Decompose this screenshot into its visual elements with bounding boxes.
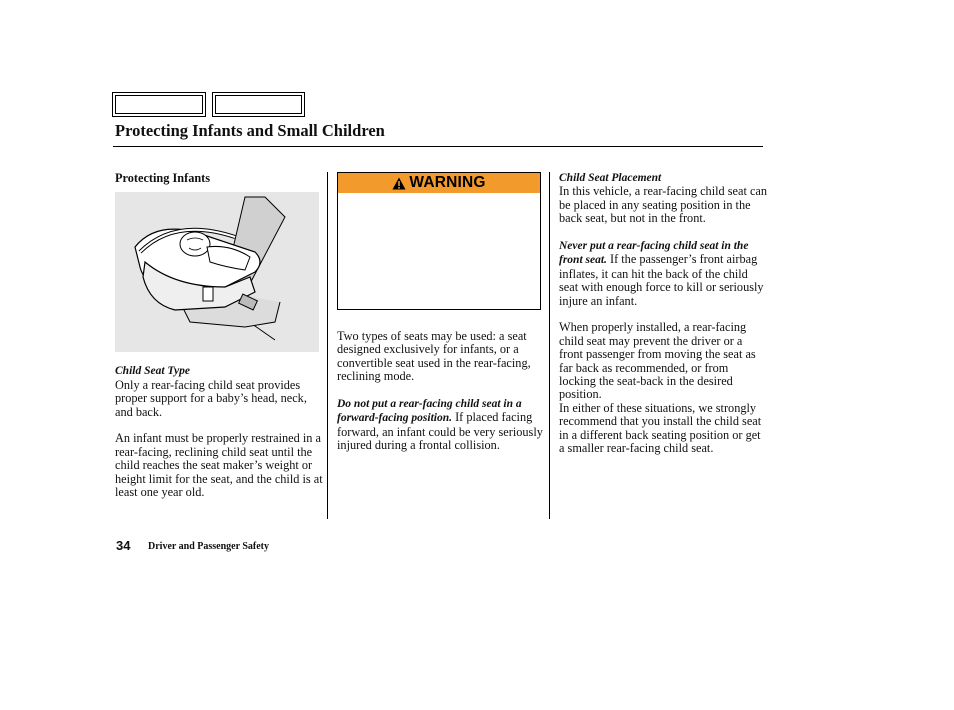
warning-banner — [338, 173, 540, 193]
section-heading: Protecting Infants — [115, 171, 211, 185]
column-1 — [115, 172, 323, 499]
paragraph-text: If the passenger’s front airbag inflates, it can hit the back of the child seat with enough force to kill or seriously injure an infant. — [559, 252, 764, 308]
page-title: Protecting Infants and Small Children — [115, 121, 385, 140]
warning-box — [337, 172, 541, 310]
paragraph — [337, 397, 543, 453]
column-divider — [549, 172, 550, 519]
paragraph: An infant must be properly restrained in a rear-facing, reclining child seat until the child reaches the seat maker’s weight or height limit for the seat, and the child is at least one year old. — [115, 431, 323, 500]
title-divider — [113, 146, 763, 147]
warning-label: WARNING — [409, 174, 486, 192]
subheading-child-seat-type: Child Seat Type — [115, 365, 190, 378]
emphasis: Do not put a rear-facing child seat in a forward-facing position. — [337, 398, 522, 425]
paragraph: Only a rear-facing child seat provides proper support for a baby’s head, neck, and back. — [115, 377, 307, 419]
infant-seat-drawing — [115, 192, 319, 352]
warning-triangle-icon — [392, 177, 406, 190]
paragraph: Two types of seats may be used: a seat designed exclusively for infants, or a convertible seat used in the rear-facing, reclining mode. — [337, 329, 531, 384]
header-tab-2 — [212, 92, 305, 117]
paragraph: When properly installed, a rear-facing child seat may prevent the driver or a front passenger from moving the seat as far back as recommended, or from locking the seat-back in the desired position. — [559, 320, 756, 402]
emphasis: Never put a rear-facing child seat in the front seat. — [559, 240, 749, 267]
paragraph-text: If placed facing forward, an infant could be very seriously injured during a frontal collision. — [337, 410, 543, 453]
footer-section-title: Driver and Passenger Safety — [148, 541, 270, 552]
page-number: 34 — [116, 538, 131, 553]
infant-seat-illustration — [115, 192, 319, 352]
subheading-child-seat-placement: Child Seat Placement — [559, 172, 662, 184]
header-tab-1 — [112, 92, 206, 117]
paragraph: In this vehicle, a rear-facing child seat can be placed in any seating position in the back seat, but not in the front. — [559, 184, 768, 226]
column-divider — [327, 172, 328, 519]
column-3 — [559, 172, 767, 456]
paragraph — [559, 239, 767, 308]
paragraph: In either of these situations, we strongly recommend that you install the child seat in a different back seating position or get a smaller rear-facing child seat. — [559, 400, 762, 456]
column-2 — [337, 172, 543, 453]
